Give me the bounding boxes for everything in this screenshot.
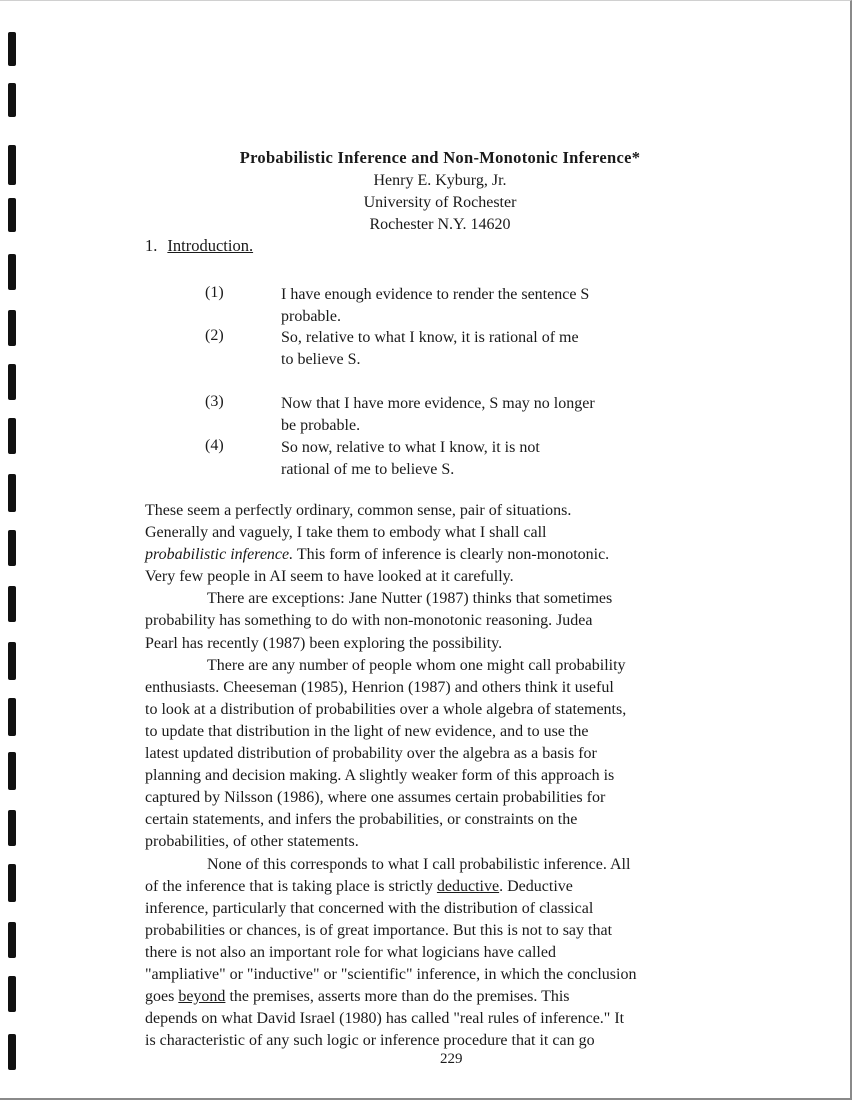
underlined-word: beyond [178, 988, 226, 1006]
binder-mark [8, 32, 16, 66]
binder-mark [8, 145, 16, 185]
binder-mark [8, 1034, 16, 1070]
paper-title: Probabilistic Inference and Non-Monotonic Inference* [239, 148, 641, 167]
binder-mark [8, 310, 16, 346]
binder-mark [8, 642, 16, 680]
emphasized-term: probabilistic inference. [145, 546, 294, 564]
section-title: Introduction. [167, 236, 254, 255]
item-text: I have enough evidence to render the sentence S probable. [281, 286, 590, 325]
item-number: (3) [205, 393, 224, 410]
section-number: 1. [145, 236, 158, 255]
binder-mark [8, 198, 16, 232]
binder-mark [8, 922, 16, 958]
address: Rochester N.Y. 14620 [369, 216, 511, 233]
affiliation: University of Rochester [363, 194, 517, 211]
item-number: (1) [205, 284, 224, 301]
paragraph: These seem a perfectly ordinary, common sense, pair of situations. Generally and vaguely, I take them to embody what I shall call probabilistic inference. This form of inference is clearly non-monotonic. Very few people in AI seem to have looked at it carefully. [145, 502, 610, 586]
binder-mark [8, 83, 16, 117]
paragraph: There are any number of people whom one might call probability enthusiasts. Cheeseman (1985), Henrion (1987) and others think it useful to look at a distribution of probabilities over a whole algebra of statements, to update that distribution in the light of new evidence, and to use the latest updated distribution of probability over the algebra as a basis for planning and decision making. A slightly weaker form of this approach is captured by Nilsson (1986), where one assumes certain probabilities for certain statements, and infers the probabilities, or constraints on the probabilities, of other statements. [145, 656, 627, 851]
binder-mark [8, 364, 16, 400]
paragraph: None of this corresponds to what I call probabilistic inference. All of the inference that is taking place is strictly deductive. Deductive inference, particularly that concerned with the distribution of classical probabilities or chances, is of great importance. But this is not to say that there is not also an important role for what logicians have called "ampliative" or "inductive" or "scientific" inference, in which the conclusion goes beyond the premises, asserts more than do the premises. This depends on what David Israel (1980) has called "real rules of inference." It is characteristic of any such logic or inference procedure that it can go [145, 855, 637, 1050]
item-text: So now, relative to what I know, it is not rational of me to believe S. [281, 439, 540, 478]
binder-mark [8, 976, 16, 1012]
author: Henry E. Kyburg, Jr. [373, 172, 507, 189]
binder-mark [8, 752, 16, 790]
binder-mark [8, 810, 16, 846]
binder-mark [8, 586, 16, 622]
binder-mark [8, 864, 16, 902]
body-text [145, 500, 745, 1052]
paragraph: There are exceptions: Jane Nutter (1987) thinks that sometimes probability has something to do with non-monotonic reasoning. Judea Pearl has recently (1987) been exploring the possibility. [145, 590, 613, 652]
underlined-word: deductive [436, 877, 500, 895]
binder-mark [8, 474, 16, 512]
page-number: 229 [440, 1051, 463, 1067]
item-number: (2) [205, 327, 224, 344]
section-heading [145, 236, 253, 256]
item-number: (4) [205, 437, 224, 454]
item-text: So, relative to what I know, it is rational of me to believe S. [281, 329, 579, 368]
binder-mark [8, 254, 16, 290]
binder-mark [8, 418, 16, 454]
binder-mark [8, 698, 16, 736]
item-text: Now that I have more evidence, S may no longer be probable. [281, 395, 595, 434]
binder-mark [8, 530, 16, 566]
